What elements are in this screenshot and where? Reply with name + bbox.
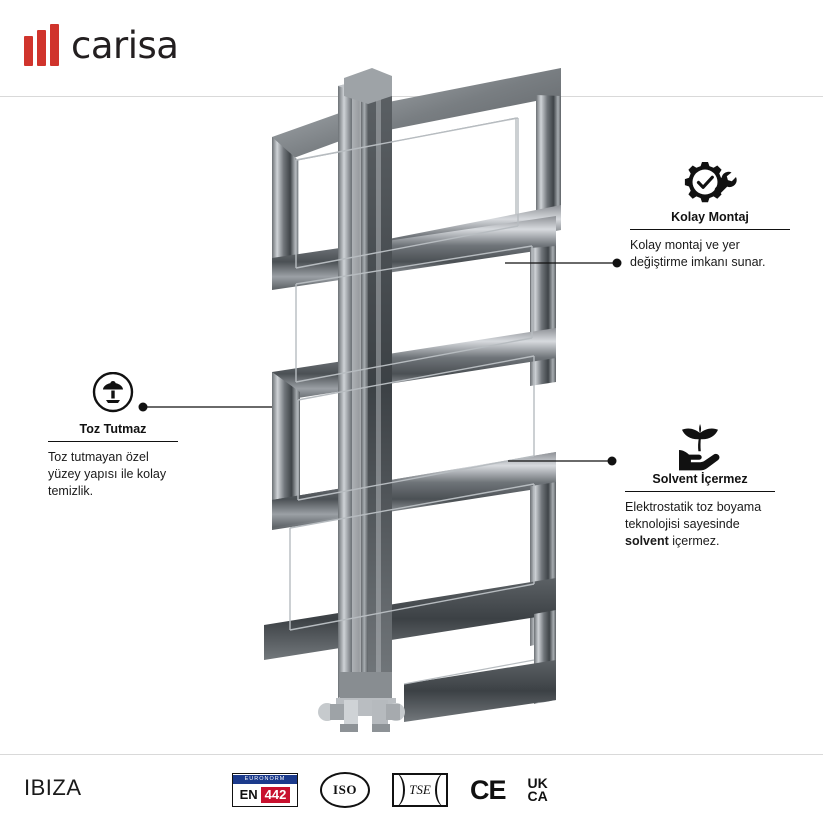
feature-body-prefix: Elektrostatik toz boyama teknolojisi sayesinde	[625, 500, 762, 531]
feature-body	[625, 499, 775, 550]
cert-ukca-line1: UK	[527, 775, 548, 791]
feature-title: Solvent İçermez	[625, 472, 775, 492]
feature-title: Toz Tutmaz	[48, 422, 178, 442]
feature-title: Kolay Montaj	[630, 210, 790, 230]
feature-body: Toz tutmayan özel yüzey yapısı ile kolay temizlik.	[48, 450, 167, 498]
cert-en442-label: EN	[239, 787, 258, 802]
gear-check-wrench-icon	[679, 160, 741, 210]
cert-tse-label: TSE	[409, 782, 431, 797]
cert-ukca-badge	[528, 777, 548, 803]
certification-list	[232, 771, 548, 809]
product-model-name: IBIZA	[24, 775, 82, 800]
cert-en442-top-label: EURONORM	[233, 775, 297, 784]
cert-ce-badge: CE	[470, 774, 506, 805]
feature-body: Kolay montaj ve yer değiştirme imkanı sunar.	[630, 238, 766, 269]
feature-toz-tutmaz	[48, 372, 178, 500]
feature-kolay-montaj	[630, 160, 790, 271]
cert-ukca-line2: CA	[527, 788, 548, 804]
cert-tse-badge	[392, 773, 448, 807]
cert-en442-number: 442	[261, 787, 291, 803]
brand-name: carisa	[71, 23, 179, 67]
footer	[0, 755, 823, 823]
radiator-graphic	[264, 68, 561, 732]
dust-free-icon	[82, 372, 144, 422]
cert-iso-badge: ISO	[320, 772, 370, 808]
cert-en442-badge	[232, 773, 298, 807]
feature-body-highlight: solvent	[625, 534, 669, 548]
feature-solvent-icermez	[625, 420, 775, 550]
hand-leaf-icon	[669, 420, 731, 472]
feature-body-suffix: içermez.	[668, 534, 720, 548]
